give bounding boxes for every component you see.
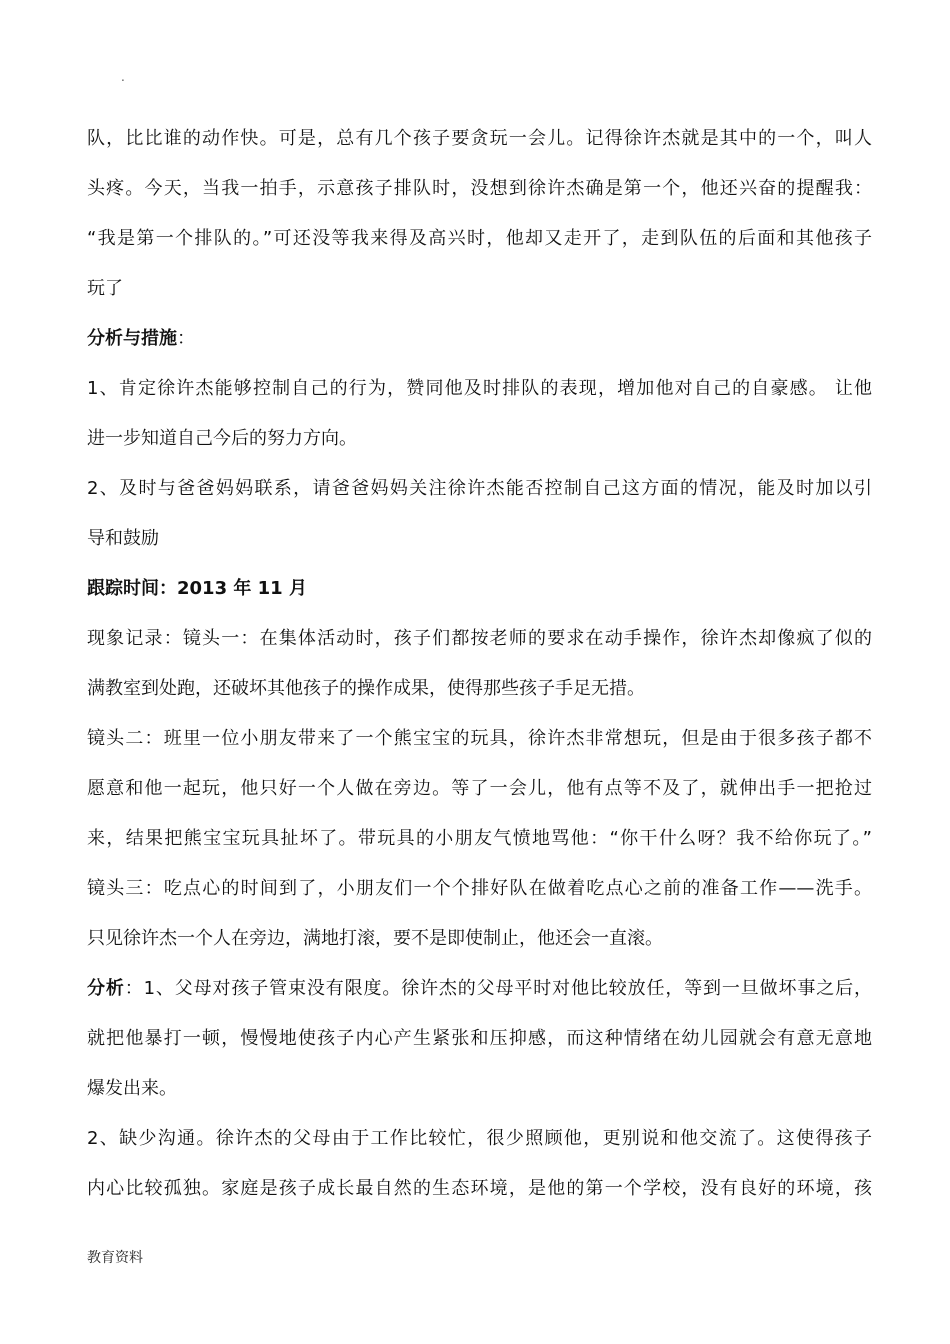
text-line: 爆发出来。 [87,1078,177,1099]
text-line: 镜头三：吃点心的时间到了，小朋友们一个个排好队在做着吃点心之前的准备工作——洗手。 [87,878,872,899]
analysis-paragraph-start [87,964,872,1014]
text-line: 内心比较孤独。家庭是孩子成长最自然的生态环境，是他的第一个学校，没有良好的环境，孩 [87,1178,872,1199]
text-line: 愿意和他一起玩，他只好一个人做在旁边。等了一会儿，他有点等不及了，就伸出手一把抢过 [87,778,872,799]
text-line: 只见徐许杰一个人在旁边，满地打滚，要不是即使制止，他还会一直滚。 [87,928,663,949]
heading-label: 跟踪时间：2013 年 11 月 [87,578,307,599]
text-line: 1、肯定徐许杰能够控制自己的行为，赞同他及时排队的表现，增加他对自己的自豪感。 让他 [87,378,872,399]
heading-colon: ： [177,328,195,349]
text-line: 满教室到处跑，还破坏其他孩子的操作成果，使得那些孩子手足无措。 [87,678,645,699]
text-line: 2、缺少沟通。徐许杰的父母由于工作比较忙，很少照顾他，更别说和他交流了。这使得孩子 [87,1128,872,1149]
section-heading-tracking-time [87,564,872,614]
footer-text: 教育资料 [87,1250,143,1266]
text-line: 导和鼓励 [87,528,159,549]
text-line: 2、及时与爸爸妈妈联系，请爸爸妈妈关注徐许杰能否控制自己这方面的情况，能及时加以引 [87,478,872,499]
text-line: 现象记录：镜头一：在集体活动时，孩子们都按老师的要求在动手操作，徐许杰却像疯了似的 [87,628,872,649]
text-line: 镜头二：班里一位小朋友带来了一个熊宝宝的玩具，徐许杰非常想玩，但是由于很多孩子都不 [87,728,872,749]
text-line: 就把他暴打一顿，慢慢地使孩子内心产生紧张和压抑感，而这种情绪在幼儿园就会有意无意地 [87,1028,872,1049]
text-line: 进一步知道自己今后的努力方向。 [87,428,357,449]
text-line: “我是第一个排队的。”可还没等我来得及高兴时，他却又走开了，走到队伍的后面和其他孩子 [87,228,872,249]
analysis-text: ：1、父母对孩子管束没有限度。徐许杰的父母平时对他比较放任，等到一旦做坏事之后， [124,978,872,999]
section-heading-analysis-measures [87,314,872,364]
analysis-label: 分析 [87,978,125,999]
text-line: 队，比比谁的动作快。可是，总有几个孩子要贪玩一会儿。记得徐许杰就是其中的一个，叫人 [87,128,872,149]
text-line: 来，结果把熊宝宝玩具扯坏了。带玩具的小朋友气愤地骂他：“你干什么呀？我不给你玩了。” [87,828,872,849]
header-mark: . [121,70,125,84]
text-line: 头疼。今天，当我一拍手，示意孩子排队时，没想到徐许杰确是第一个，他还兴奋的提醒我： [87,178,872,199]
text-line: 玩了 [87,278,123,299]
heading-label: 分析与措施 [87,328,177,349]
document-body [87,114,872,1214]
